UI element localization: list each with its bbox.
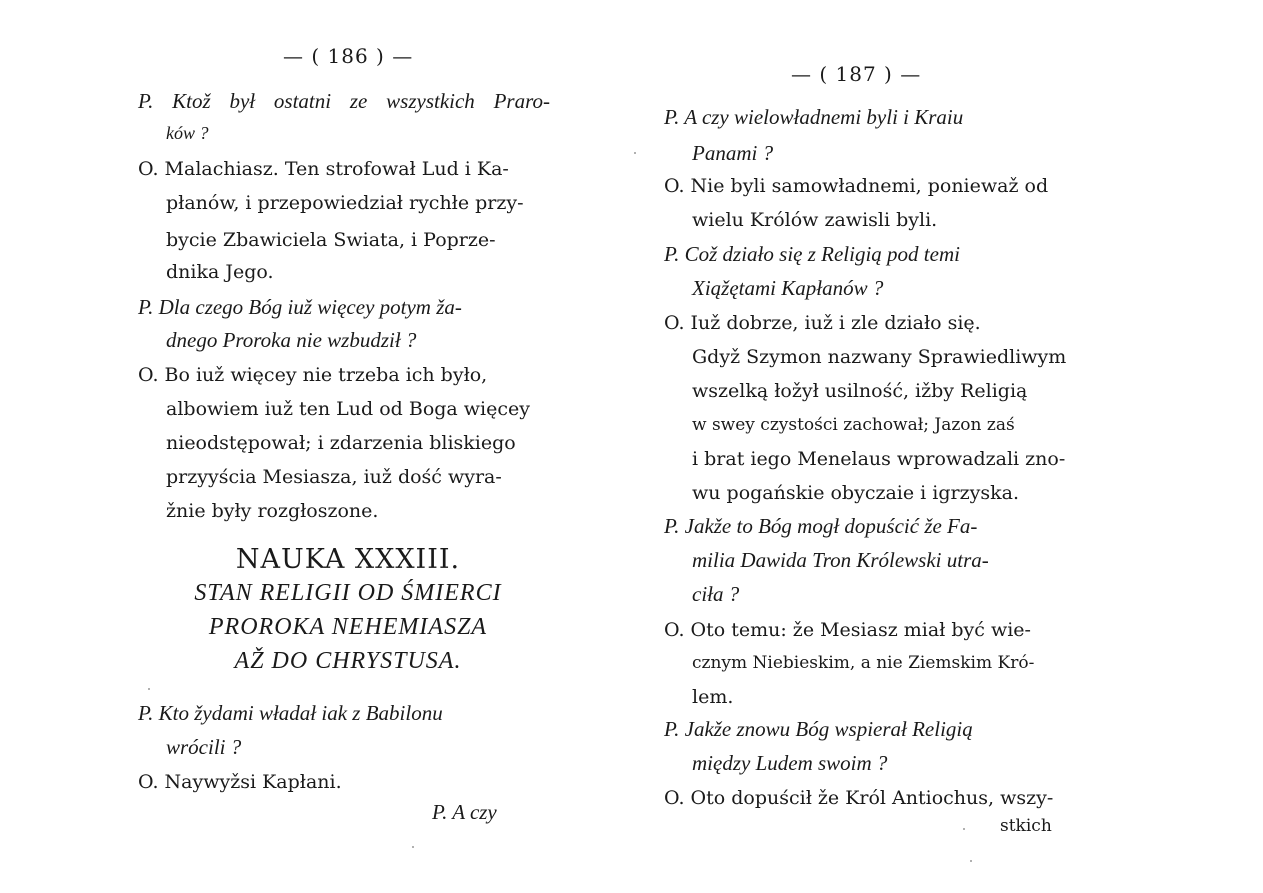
answer-line: O. Naywyžsi Kapłani. bbox=[138, 771, 342, 793]
answer-line: w swey czystości zachował; Jazon zaś bbox=[692, 415, 1015, 435]
question-line: P. A czy wielowładnemi byli i Kraiu bbox=[664, 105, 964, 129]
answer-line: wielu Królów zawisli byli. bbox=[692, 209, 938, 231]
answer-line: O. Iuž dobrze, iuž i zle działo się. bbox=[664, 312, 981, 334]
answer-line: Gdyž Szymon nazwany Sprawiedliwym bbox=[692, 346, 1067, 368]
question-line: dnego Proroka nie wzbudził ? bbox=[166, 328, 417, 352]
answer-line: wszelką łožył usilność, ižby Religią bbox=[692, 380, 1028, 402]
answer-line: płanów, i przepowiedział rychłe przy- bbox=[166, 192, 524, 214]
answer-line: nieodstępował; i zdarzenia bliskiego bbox=[166, 432, 516, 454]
answer-line: O. Oto temu: že Mesiasz miał być wie- bbox=[664, 619, 1031, 641]
answer-line: wu pogańskie obyczaie i igrzyska. bbox=[692, 482, 1019, 504]
catchword: P. A czy bbox=[432, 800, 497, 824]
answer-line: O. Malachiasz. Ten strofował Lud i Ka- bbox=[138, 158, 509, 180]
section-subtitle-line: AŽ DO CHRYSTUSA. bbox=[234, 648, 462, 674]
question-line: wrócili ? bbox=[166, 735, 242, 759]
question-line: P. Dla czego Bóg iuž więcey potym ža- bbox=[138, 295, 462, 319]
question-line: P. Jakže to Bóg mogł dopuścić že Fa- bbox=[664, 514, 978, 538]
question-line: P. Ktož był ostatni ze wszystkich Praro- bbox=[138, 89, 550, 113]
answer-line: lem. bbox=[692, 686, 734, 708]
question-line: P. Což działo się z Religią pod temi bbox=[664, 242, 960, 266]
section-subtitle-line: STAN RELIGII OD ŚMIERCI bbox=[194, 580, 502, 606]
answer-line: bycie Zbawiciela Swiata, i Poprze- bbox=[166, 229, 496, 251]
section-title: NAUKA XXXIII. bbox=[235, 544, 461, 575]
question-line: ków ? bbox=[166, 123, 209, 143]
question-line: ciła ? bbox=[692, 582, 740, 606]
question-line: P. Jakže znowu Bóg wspierał Religią bbox=[664, 717, 973, 741]
question-line: milia Dawida Tron Królewski utra- bbox=[692, 548, 989, 572]
question-line: P. Kto žydami władał iak z Babilonu bbox=[138, 701, 443, 725]
page-header: — ( 187 ) — bbox=[791, 62, 922, 86]
answer-line: dnika Jego. bbox=[166, 261, 274, 283]
paper-speck bbox=[634, 152, 636, 154]
answer-line: przyyścia Mesiasza, iuž dość wyra- bbox=[166, 466, 502, 488]
answer-line: i brat iego Menelaus wprowadzali zno- bbox=[692, 448, 1066, 470]
question-line: między Ludem swoim ? bbox=[692, 751, 888, 775]
question-line: Panami ? bbox=[692, 141, 774, 165]
section-subtitle-line: PROROKA NEHEMIASZA bbox=[208, 614, 488, 640]
question-line: Xiąžętami Kapłanów ? bbox=[692, 276, 884, 300]
answer-line: albowiem iuž ten Lud od Boga więcey bbox=[166, 398, 530, 420]
answer-line: O. Oto dopuścił že Król Antiochus, wszy- bbox=[664, 787, 1054, 809]
answer-line: O. Bo iuž więcey nie trzeba ich było, bbox=[138, 364, 488, 386]
paper-speck bbox=[148, 688, 150, 690]
answer-line: O. Nie byli samowładnemi, poniewaž od bbox=[664, 175, 1049, 197]
answer-line: žnie były rozgłoszone. bbox=[166, 500, 379, 522]
paper-speck bbox=[970, 860, 972, 862]
answer-line: cznym Niebieskim, a nie Ziemskim Kró- bbox=[692, 653, 1035, 673]
paper-speck bbox=[963, 828, 965, 830]
paper-speck bbox=[412, 846, 414, 848]
catchword: stkich bbox=[1000, 816, 1052, 836]
page-header: — ( 186 ) — bbox=[283, 44, 414, 68]
